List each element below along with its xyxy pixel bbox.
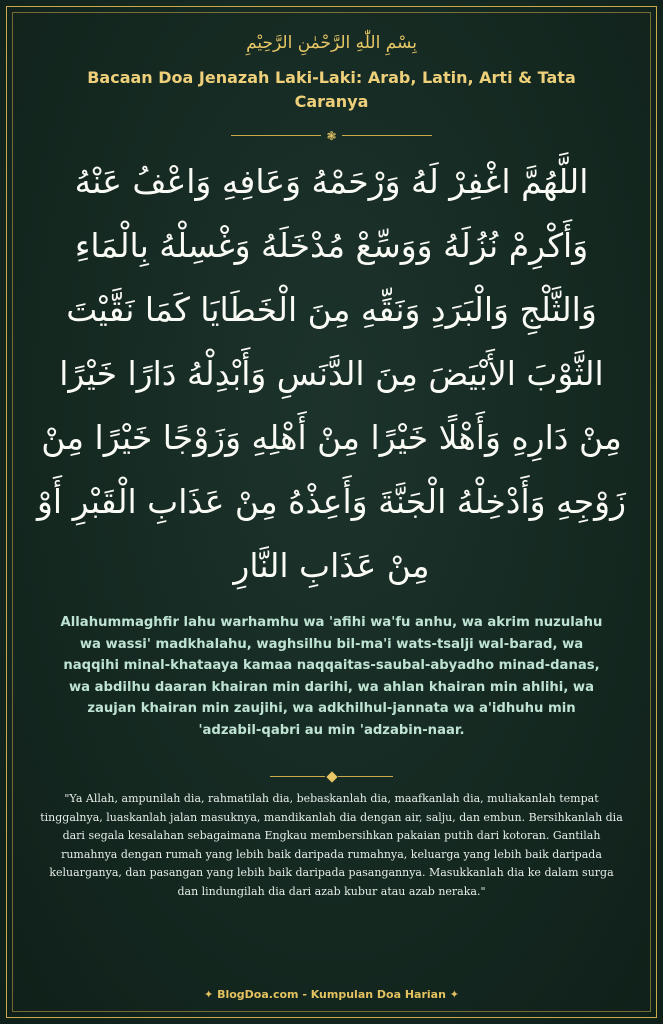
basmala-heading: بِسْمِ اللّٰهِ الرَّحْمٰنِ الرَّحِيْمِ: [246, 33, 417, 53]
small-divider: [270, 772, 393, 782]
ornament-divider: [231, 130, 432, 142]
flower-ornament-icon: ❃: [326, 129, 337, 143]
footer-credit: ✦ BlogDoa.com - Kumpulan Doa Harian ✦: [204, 988, 459, 1001]
divider-line-right: [342, 135, 432, 136]
indonesian-translation: "Ya Allah, ampunilah dia, rahmatilah dia, bebaskanlah dia, maafkanlah dia, muliakanlah tempat tinggalnya, luaskanlah jalan masuknya, mandikanlah dia dengan air, salju, dan embun. Bersihkanlah dia dari segala kesalahan sebagaimana Engkau membersihkan pakaian putih dari kotoran. Gantilah rumahnya dengan rumah yang lebih baik daripada rumahnya, keluarga yang lebih baik daripada keluarganya, dan pasangan yang lebih baik daripada pasangannya. Masukkanlah dia ke dalam surga dan lindungilah dia dari azab kubur atau azab neraka.": [40, 792, 623, 898]
page-title: Bacaan Doa Jenazah Laki-Laki: Arab, Latin, Arti & Tata Caranya: [87, 68, 576, 111]
arabic-prayer-text: اللَّهُمَّ اغْفِرْ لَهُ وَرْحَمْهُ وَعَافِهِ وَاعْفُ عَنْهُ وَأَكْرِمْ نُزُلَهُ وَوَسِّعْ مُدْخَلَهُ وَغْسِلْهُ بِالْمَاءِ وَالثَّلْجِ وَالْبَرَدِ وَنَقِّهِ مِنَ الْخَطَايَا كَمَا نَقَّيْتَ الثَّوْبَ الأَبْيَضَ مِنَ الدَّنَسِ وَأَبْدِلْهُ دَارًا خَيْرًا مِنْ دَارِهِ وَأَهْلًا خَيْرًا مِنْ أَهْلِهِ وَزَوْجًا خَيْرًا مِنْ زَوْجِهِ وَأَدْخِلْهُ الْجَنَّةَ وَأَعِذْهُ مِنْ عَذَابِ الْقَبْرِ أَوْ مِنْ عَذَابِ النَّارِ: [36, 162, 627, 585]
divider-line-right: [338, 776, 393, 777]
divider-line-left: [270, 776, 325, 777]
diamond-ornament-icon: [326, 771, 337, 782]
latin-transliteration: Allahummaghfir lahu warhamhu wa 'afihi wa'fu anhu, wa akrim nuzulahu wa wassi' madkhalahu, waghsilhu bil-ma'i wats-tsalji wal-barad, wa naqqihi minal-khataaya kamaa naqqaitas-saubal-abyadho minad-danas, wa abdilhu daaran khairan min darihi, wa ahlan khairan min ahlihi, wa zaujan khairan min zaujihi, wa adkhilhul-jannata wa a'idhuhu min 'adzabil-qabri au min 'adzabin-naar.: [60, 615, 603, 738]
divider-line-left: [231, 135, 321, 136]
